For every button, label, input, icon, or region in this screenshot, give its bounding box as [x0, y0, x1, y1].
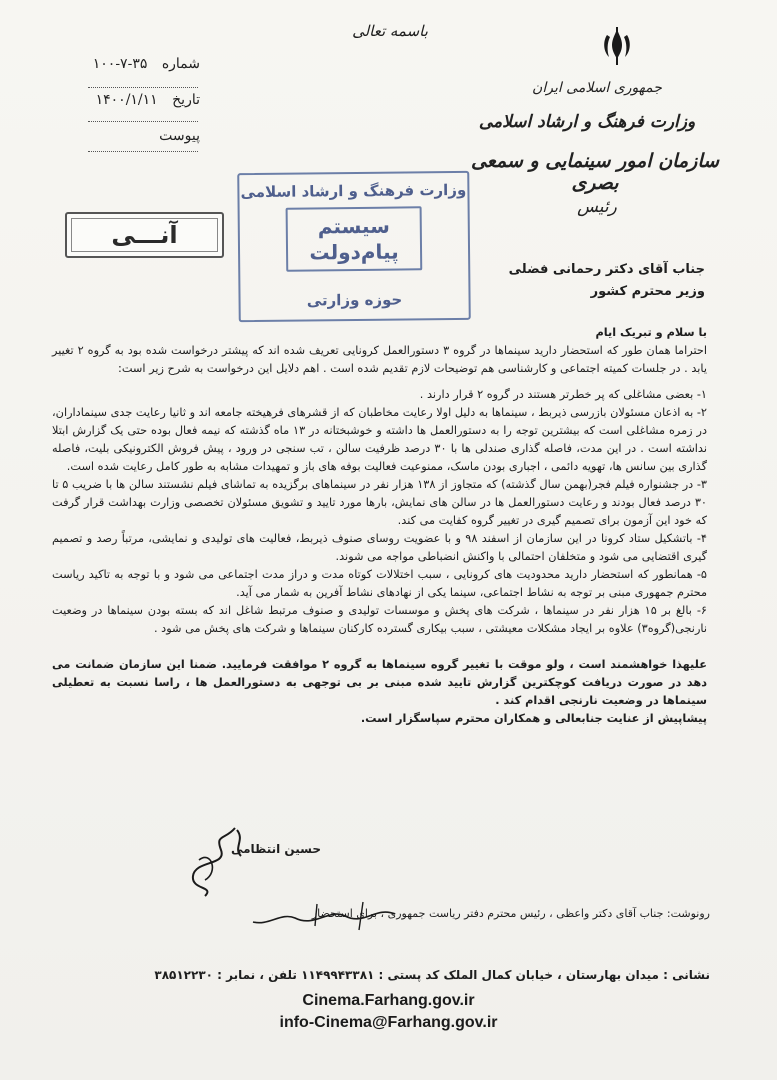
closing-paragraph: علیهذا خواهشمند است ، ولو موقت با تغییر گروه سینماها به گروه ۲ موافقت فرمایید. ضمنا این سازمان ضمانت می دهد در صورت دریافت کوچکترین گزارش تایید شده مبنی بر بی توجهی به دستورالعمل ها ، راسا نسبت به تعطیلی سینماها در وضعیت نارنجی اقدام کند .: [52, 658, 707, 707]
reason-item-3: ۳- در جشنواره فیلم فجر(بهمن سال گذشته) که متجاوز از ۱۳۸ هزار نفر در سینماهای برگزیده به تماشای فیلم نشستند سالن ها با ضریب ۵ تا ۳۰ درصد فعال بودند و رعایت دستورالعمل ها در سالن های نمایش، بارها مورد تایید و تشویق مسئولان تخصصی وزارت بهداشت قرار گرفت که خود این آزمون برای تصمیم گیری در تغییر گروه کفایت می کند.: [52, 478, 707, 527]
signer-name: حسین انتظامی: [230, 842, 321, 856]
stamp-line-2: پیام‌دولت: [309, 239, 399, 265]
basmala: باسمه تعالی: [352, 22, 428, 40]
footer-website: Cinema.Farhang.gov.ir: [302, 992, 475, 1009]
org-ministry: وزارت فرهنگ و ارشاد اسلامی: [478, 112, 696, 132]
stamp-office: حوزه وزارتی: [306, 290, 403, 310]
footer-address: نشانی : میدان بهارستان ، خیابان کمال الملک کد پستی : ۱۱۴۹۹۴۳۳۸۱ تلفن ، نمابر : ۳۸۵۱۲۲۳۰: [154, 968, 710, 982]
intro-paragraph: احتراما همان طور که استحضار دارید سینماها در گروه ۳ دستورالعمل کرونایی تعریف شده اند که پیشتر درخواست شده بود به گروه ۲ تغییر یابد . در جلسات کمیته اجتماعی و کارشناسی هم توضیحات لازم تقدیم شده است . اهم دلایل این درخواست به شرح زیر است:: [52, 344, 707, 375]
org-department: سازمان امور سینمایی و سمعی بصری: [470, 150, 720, 194]
reason-item-1: ۱- بعضی مشاغلی که پر خطرتر هستند در گروه ۲ قرار دارند .: [419, 388, 707, 401]
org-country: جمهوری اسلامی ایران: [532, 80, 662, 96]
stamp-system-box: [286, 206, 423, 271]
date-value: ۱۴۰۰/۱/۱۱: [95, 92, 158, 108]
number-label: شماره: [161, 56, 200, 72]
recipient-title: وزیر محترم کشور: [590, 284, 705, 299]
letter-date: [40, 92, 200, 108]
urgent-label: آنـــی: [65, 212, 224, 258]
recipient-name: جناب آقای دکتر رحمانی فضلی: [508, 262, 705, 277]
iran-emblem-icon: [595, 25, 639, 69]
government-stamp: [237, 171, 471, 322]
letter-body: [52, 324, 707, 728]
carbon-copy: رونوشت: جناب آقای دکتر واعظی ، رئیس محترم دفتر ریاست جمهوری ، برای استحضار: [311, 907, 710, 920]
reason-item-6: ۶- بالغ بر ۱۵ هزار نفر در سینماها ، شرکت های پخش و موسسات تولیدی و صنوف مرتبط شاغل اند که بسته بودن سینماها در وضعیت نارنجی(گروه۳) علاوه بر ایجاد مشکلات معیشتی ، سبب بیکاری گسترده کارکنان سینماها و شرکت های پخش می شود .: [52, 604, 707, 635]
handwritten-note: [245, 896, 405, 936]
reason-item-4: ۴- باتشکیل ستاد کرونا در این سازمان از اسفند ۹۸ و با عضویت روسای صنوف ذیربط، فعالیت های تولیدی و نمایشی، مرتباً رصد و تصمیم گیری اقتضایی می شود و متخلفان احتمالی با واکنش انضباطی مواجه می شوند.: [52, 532, 707, 563]
thanks-line: پیشاپیش از عنایت جنابعالی و همکاران محترم سپاسگزار است.: [360, 712, 707, 725]
handwritten-signature: [175, 820, 275, 900]
attachment-label: پیوست: [159, 128, 200, 144]
letter-attachment: [40, 128, 200, 144]
stamp-ministry: وزارت فرهنگ و ارشاد اسلامی: [240, 180, 467, 202]
letter-number: [40, 56, 200, 72]
reason-item-5: ۵- همانطور که استحضار دارید محدودیت های کرونایی ، سبب اختلالات کوتاه مدت و دراز مدت اجتماعی می شود و با توجه به تاکید ریاست محترم جمهوری مبنی بر توجه به نشاط اجتماعی، سینما یکی از نهادهای نشاط آفرین به شمار می آید.: [52, 568, 707, 599]
reason-item-2: ۲- به اذعان مسئولان بازرسی ذیربط ، سینماها به دلیل اولا رعایت مخاطبان که از قشرهای فرهیخته جامعه اند و ثانیا رعایت جدی سینماداران، در زمره مشاغلی است که بیشترین توجه را به دستورالعمل ها داشته و خوشبختانه در ۱۳ ماه گذشته که نیمه فعال بوده حتی یک گزارش ابتلا نداشته است . در این مدت، فاصله گذاری صندلی ها با ۳۰ درصد ظرفیت سالن ، تب سنجی در ورود ، پیش فروش الکترونیکی بلیت، فاصله گذاری بین سانس ها، تهویه دائمی ، اجباری بودن ماسک، ممنوعیت فعالیت بوفه های باز و تمهیدات مشابه به طور کامل رعایت شده است.: [52, 406, 708, 473]
stamp-line-1: سیستم: [317, 213, 390, 239]
footer-email: info-Cinema@Farhang.gov.ir: [279, 1014, 498, 1031]
date-label: تاریخ: [172, 92, 200, 108]
greeting: با سلام و تبریک ایام: [595, 326, 707, 339]
number-value: ۳۵-۷-۱۰۰: [92, 56, 148, 72]
org-role: رئیس: [577, 197, 617, 217]
